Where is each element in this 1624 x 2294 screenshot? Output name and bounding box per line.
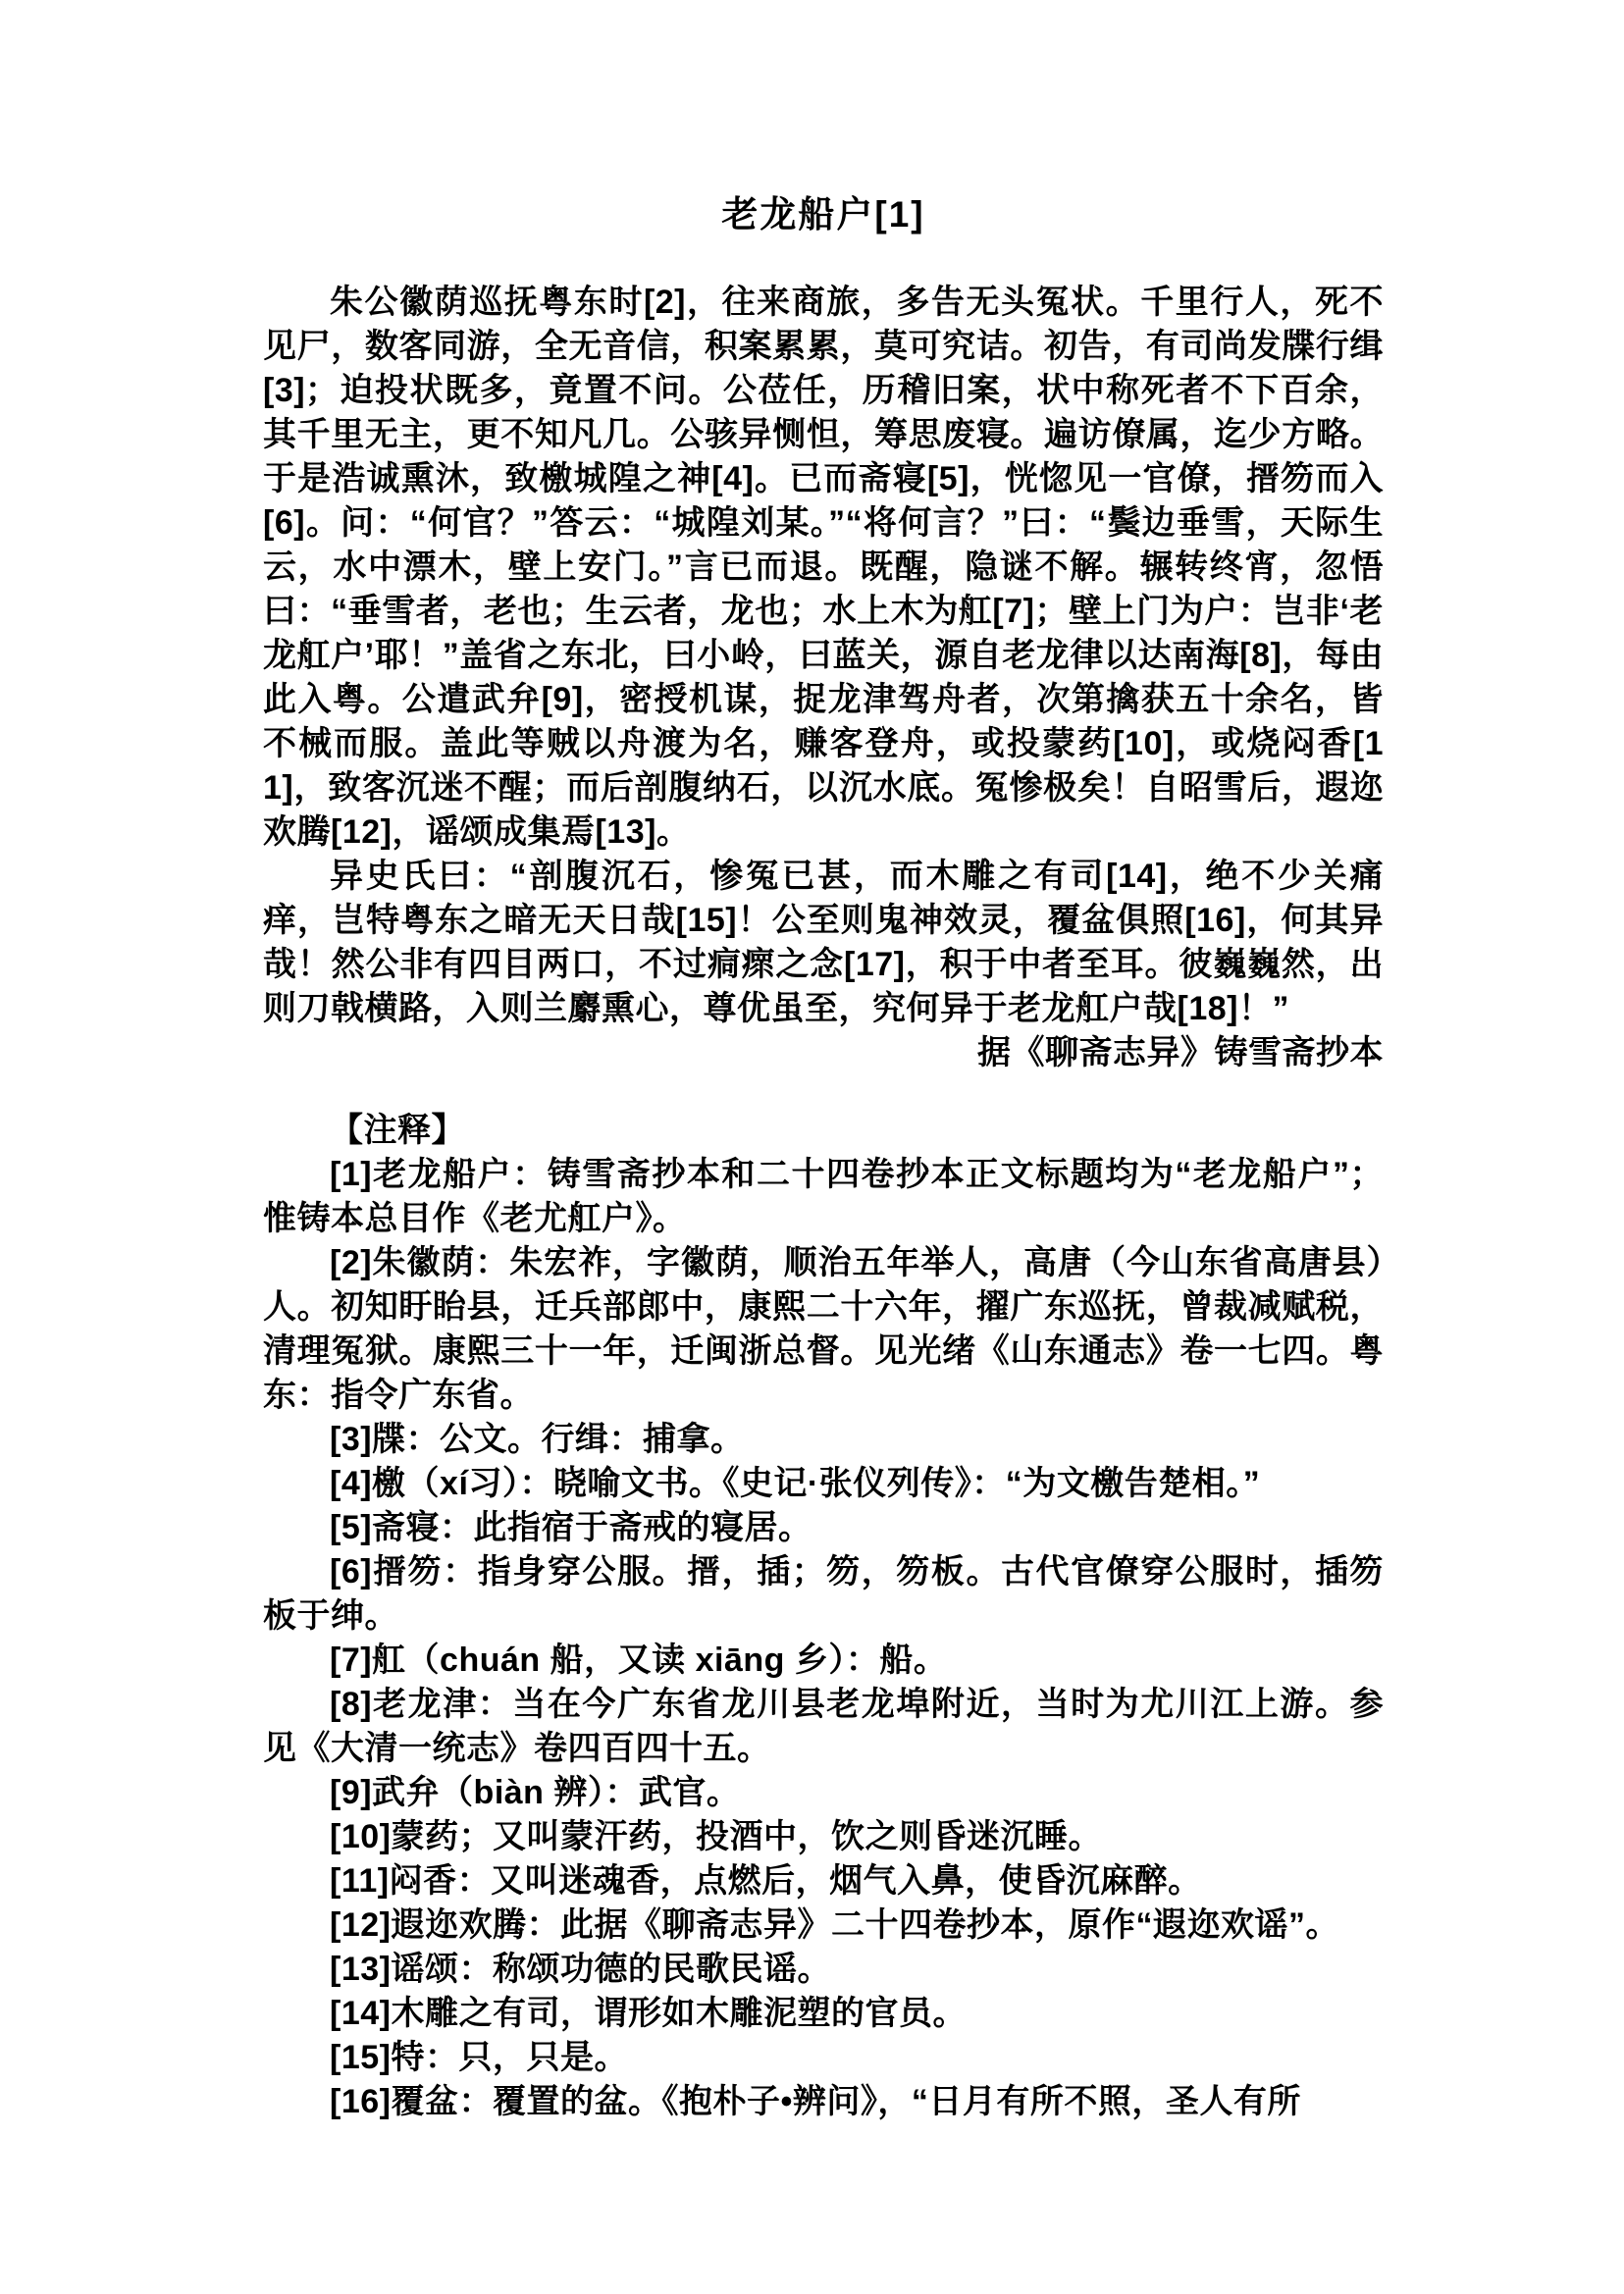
story-paragraph-1: 朱公徽荫巡抚粤东时[2]，往来商旅，多告无头冤状。千里行人，死不见尸，数客同游，全无音信，积案累累，莫可究诘。初告，有司尚发牒行缉[3]；迫投状既多，竟置不问。公莅任，历稽旧案，状中称死者不下百余，其千里无主，更不知凡几。公骇异恻怛，筹思废寝。遍访僚属，迄少方略。于是浩诚熏沐，致檄城隍之神[4]。已而斋寝[5]，恍惚见一官僚，搢笏而入[6]。问：“何官？”答云：“城隍刘某。”“将何言？”曰：“鬓边垂雪，天际生云，水中漂木，壁上安门。”言已而退。既醒，隐谜不解。辗转终宵，忽悟曰：“垂雪者，老也；生云者，龙也；水上木为舡[7]；壁上门为户：岂非‘老龙舡户’耶！”盖省之东北，曰小岭，曰蓝关，源自老龙律以达南海[8]，每由此入粤。公遣武弁[9]，密授机谋，捉龙津驾舟者，次第擒获五十余名，皆不械而服。盖此等贼以舟渡为名，赚客登舟，或投蒙药[10]，或烧闷香[11]，致客沉迷不醒；而后剖腹纳石，以沉水底。冤惨极矣！自昭雪后，遐迩欢腾[12]，谣颂成集焉[13]。 [263, 284, 1384, 851]
note-item-13: [13]谣颂：称颂功德的民歌民谣。 [330, 1951, 831, 1988]
note-item-6: [6]搢笏：指身穿公服。搢，插；笏，笏板。古代官僚穿公服时，插笏板于绅。 [263, 1553, 1384, 1635]
source-attribution: 据《聊斋志异》铸雪斋抄本 [977, 1034, 1384, 1071]
note-item-9: [9]武弁（biàn 辨）：武官。 [330, 1774, 741, 1811]
document-title: 老龙船户[1] [721, 194, 925, 235]
note-item-4: [4]檄（xí习）：晓喻文书。《史记·张仪列传》：“为文檄告楚相。” [330, 1465, 1261, 1502]
note-item-14: [14]木雕之有司，谓形如木雕泥塑的官员。 [330, 1995, 967, 2032]
note-item-5: [5]斋寝：此指宿于斋戒的寝居。 [330, 1509, 812, 1546]
note-item-7: [7]舡（chuán 船，又读 xiāng 乡）：船。 [330, 1642, 948, 1679]
note-item-2: [2]朱徽荫：朱宏祚，字徽荫，顺治五年举人，高唐（今山东省高唐县）人。初知盱眙县，迁兵部郎中，康熙二十六年，擢广东巡抚，曾裁减赋税，清理冤狱。康熙三十一年，迁闽浙总督。见光绪《山东通志》卷一七四。粤东：指令广东省。 [263, 1244, 1384, 1414]
note-item-1: [1]老龙船户：铸雪斋抄本和二十四卷抄本正文标题均为“老龙船户”；惟铸本总目作《老尤舡户》。 [263, 1156, 1384, 1237]
note-item-11: [11]闷香：又叫迷魂香，点燃后，烟气入鼻，使昏沉麻醉。 [330, 1862, 1202, 1900]
note-item-12: [12]遐迩欢腾：此据《聊斋志异》二十四卷抄本，原作“遐迩欢谣”。 [330, 1906, 1339, 1944]
note-item-3: [3]牒：公文。行缉：捕拿。 [330, 1421, 745, 1458]
note-item-8: [8]老龙津：当在今广东省龙川县老龙埠附近，当时为尤川江上游。参见《大清一统志》卷四百四十五。 [263, 1686, 1384, 1767]
notes-section-header: 【注释】 [330, 1112, 465, 1149]
note-item-16: [16]覆盆：覆置的盆。《抱朴子•辨问》，“日月有所不照，圣人有所 [330, 2083, 1301, 2120]
story-paragraph-2: 异史氏曰：“剖腹沉石，惨冤已甚，而木雕之有司[14]，绝不少关痛痒，岂特粤东之暗无天日哉[15]！公至则鬼神效灵，覆盆俱照[16]，何其异哉！然公非有四目两口，不过痌瘝之念[17]，积于中者至耳。彼巍巍然，出则刀戟横路，入则兰麝熏心，尊优虽至，究何异于老龙舡户哉[18]！” [263, 858, 1384, 1027]
note-item-15: [15]特：只，只是。 [330, 2039, 628, 2076]
note-item-10: [10]蒙药；又叫蒙汗药，投酒中，饮之则昏迷沉睡。 [330, 1818, 1102, 1855]
